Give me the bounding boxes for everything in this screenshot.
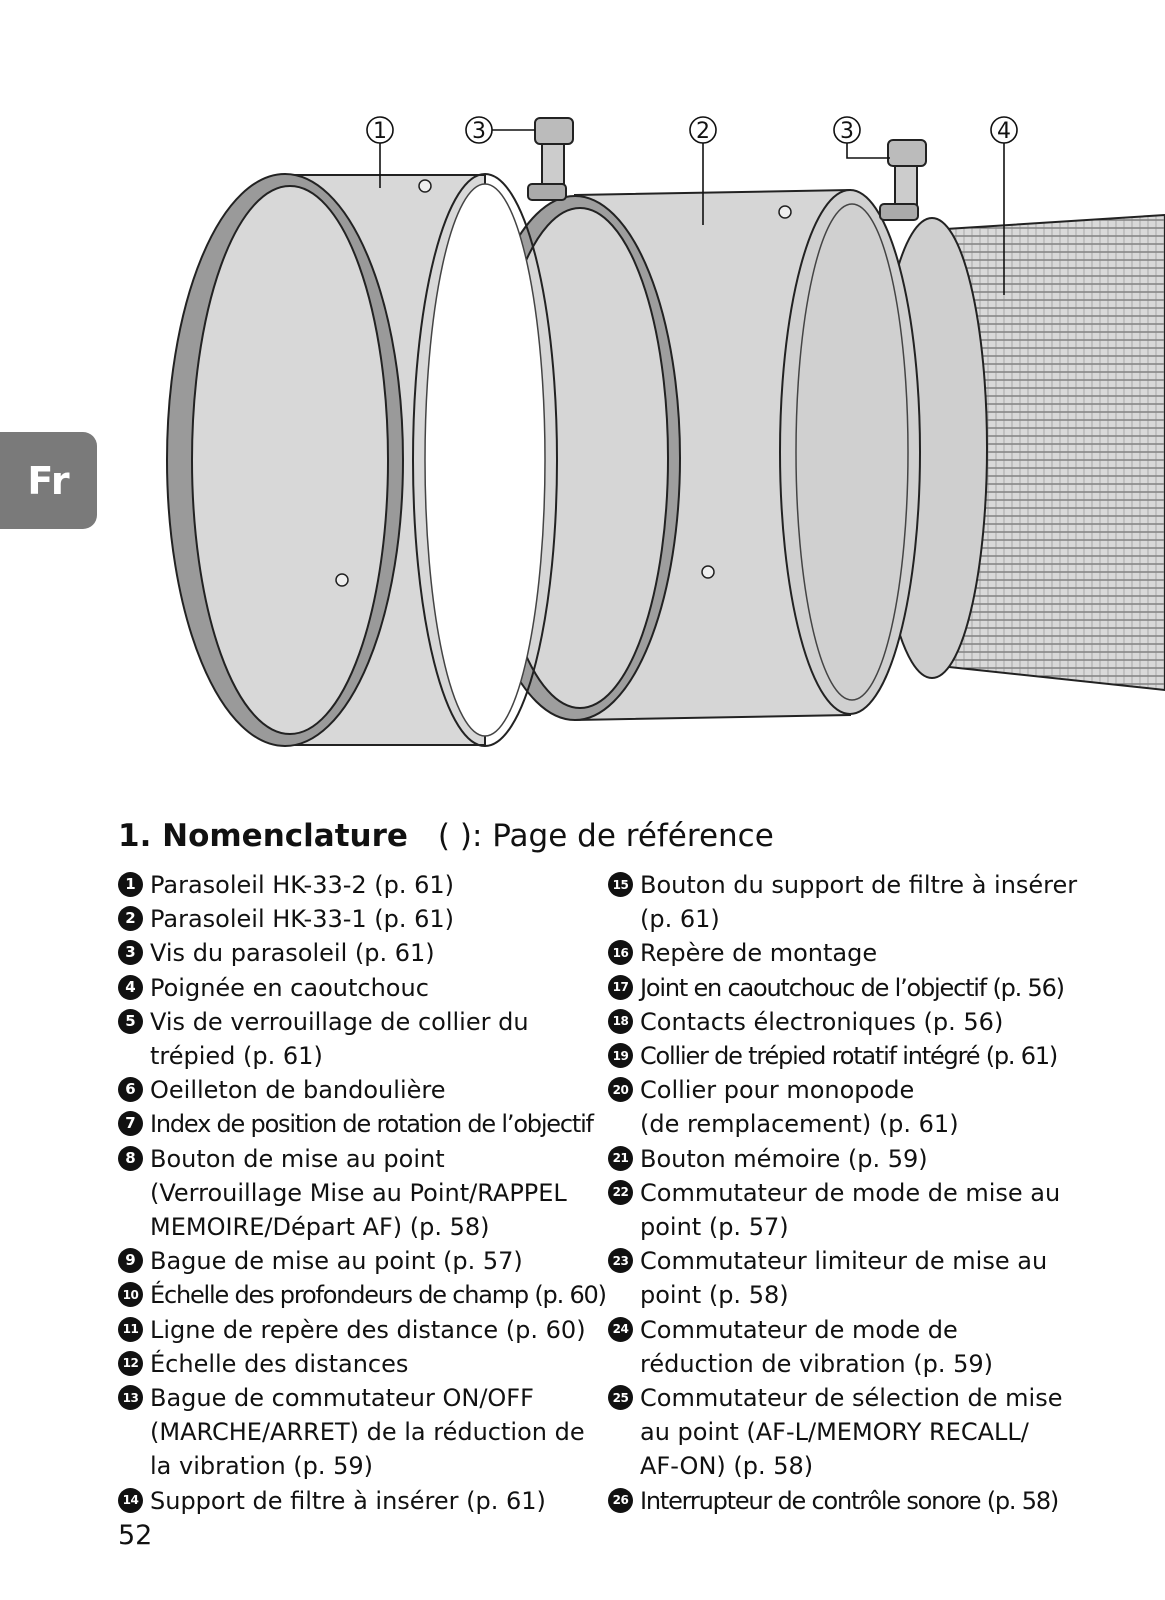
item-number-badge: 12 xyxy=(118,1351,143,1376)
list-item xyxy=(608,1005,1063,1039)
item-text: Parasoleil HK-33-1 (p. 61) xyxy=(150,905,455,934)
item-number-badge: 19 xyxy=(608,1043,633,1068)
item-number-badge: 21 xyxy=(608,1146,633,1171)
item-text: Support de filtre à insérer (p. 61) xyxy=(150,1486,546,1515)
item-text: Échelle des profondeurs de champ (p. 60) xyxy=(150,1281,606,1310)
item-number-badge: 2 xyxy=(118,906,143,931)
item-text: réduction de vibration (p. 59) xyxy=(640,1349,994,1378)
list-item xyxy=(118,1244,588,1278)
item-number-badge: 18 xyxy=(608,1009,633,1034)
item-text: point (p. 58) xyxy=(640,1281,789,1310)
item-number-badge: 26 xyxy=(608,1488,633,1513)
item-number-badge: 22 xyxy=(608,1180,633,1205)
item-number-badge: 20 xyxy=(608,1077,633,1102)
item-text: Bouton du support de filtre à insérer xyxy=(640,871,1078,899)
item-text: Bague de commutateur ON/OFF xyxy=(150,1384,534,1413)
item-text: Vis du parasoleil (p. 61) xyxy=(150,939,435,968)
item-number-badge: 16 xyxy=(608,940,633,965)
item-number-badge: 24 xyxy=(608,1317,633,1342)
item-text: (p. 61) xyxy=(640,905,720,934)
list-item xyxy=(118,1073,588,1107)
item-text: Collier de trépied rotatif intégré (p. 61) xyxy=(640,1042,1058,1071)
callout-2: 2 xyxy=(696,119,710,144)
list-item xyxy=(608,1142,1063,1176)
hood-screw-icon xyxy=(880,140,926,220)
item-text: trépied (p. 61) xyxy=(150,1042,323,1071)
hood-hk-33-2 xyxy=(167,174,557,746)
list-item xyxy=(118,1484,588,1518)
list-item xyxy=(118,971,588,1005)
item-text: Commutateur limiteur de mise au xyxy=(640,1247,1048,1276)
list-item xyxy=(118,868,588,902)
item-text: Ligne de repère des distance (p. 60) xyxy=(150,1315,586,1344)
item-number-badge: 15 xyxy=(608,872,633,897)
nomenclature-list-right xyxy=(608,868,1078,1518)
item-number-badge: 3 xyxy=(118,940,143,965)
item-text: Repère de montage xyxy=(640,939,878,968)
nomenclature-list-left xyxy=(118,868,606,1518)
item-number-badge: 10 xyxy=(118,1282,143,1307)
item-number-badge: 6 xyxy=(118,1077,143,1102)
item-text: Bague de mise au point (p. 57) xyxy=(150,1247,523,1276)
list-item xyxy=(608,936,1063,970)
item-text: au point (AF-L/MEMORY RECALL/ xyxy=(640,1418,1029,1447)
language-tab xyxy=(0,432,97,529)
item-number-badge: 25 xyxy=(608,1385,633,1410)
item-text: Vis de verrouillage de collier du xyxy=(150,1007,529,1036)
item-text: Parasoleil HK-33-2 (p. 61) xyxy=(150,871,455,899)
language-tab-label: Fr xyxy=(27,458,70,503)
item-text: Index de position de rotation de l’objectif xyxy=(150,1110,593,1139)
callout-3b: 3 xyxy=(840,119,854,144)
section-title: 1. Nomenclature xyxy=(118,818,408,854)
item-text: Commutateur de sélection de mise xyxy=(640,1384,1063,1413)
list-item xyxy=(608,868,1078,936)
list-item xyxy=(118,1278,606,1312)
item-number-badge: 23 xyxy=(608,1248,633,1273)
item-text: la vibration (p. 59) xyxy=(150,1452,374,1481)
item-text: Bouton mémoire (p. 59) xyxy=(640,1144,928,1173)
item-text: Collier pour monopode xyxy=(640,1076,915,1105)
callout-4: 4 xyxy=(997,119,1011,144)
item-number-badge: 1 xyxy=(118,872,143,897)
list-item xyxy=(118,1107,593,1141)
list-item xyxy=(118,936,588,970)
item-number-badge: 17 xyxy=(608,975,633,1000)
item-text: Contacts électroniques (p. 56) xyxy=(640,1007,1004,1036)
list-item xyxy=(608,1073,1063,1141)
item-text: Commutateur de mode de mise au xyxy=(640,1178,1061,1207)
item-text: Oeilleton de bandoulière xyxy=(150,1076,446,1105)
item-text: MEMOIRE/Départ AF) (p. 58) xyxy=(150,1213,490,1242)
list-item xyxy=(608,1244,1063,1312)
list-item xyxy=(608,1381,1063,1484)
item-text: AF-ON) (p. 58) xyxy=(640,1452,814,1481)
section-subtitle: ( ): Page de référence xyxy=(437,818,774,854)
section-heading xyxy=(118,818,774,854)
item-text: Interrupteur de contrôle sonore (p. 58) xyxy=(640,1486,1059,1515)
item-number-badge: 4 xyxy=(118,975,143,1000)
item-number-badge: 5 xyxy=(118,1009,143,1034)
item-number-badge: 13 xyxy=(118,1385,143,1410)
list-item xyxy=(608,971,1063,1005)
item-number-badge: 9 xyxy=(118,1248,143,1273)
lens-hood-illustration xyxy=(0,0,1165,790)
list-item xyxy=(118,1381,588,1484)
item-text: Échelle des distances xyxy=(150,1349,409,1378)
item-number-badge: 8 xyxy=(118,1146,143,1171)
list-item xyxy=(118,1142,588,1245)
list-item xyxy=(118,1005,588,1073)
item-text: Joint en caoutchouc de l’objectif (p. 56) xyxy=(640,973,1064,1002)
item-text: Poignée en caoutchouc xyxy=(150,973,429,1002)
callout-1: 1 xyxy=(373,119,387,144)
item-number-badge: 7 xyxy=(118,1111,143,1136)
item-text: (MARCHE/ARRET) de la réduction de xyxy=(150,1418,585,1447)
list-item xyxy=(118,902,588,936)
page-number: 52 xyxy=(118,1520,153,1551)
list-item xyxy=(608,1484,1063,1518)
item-text: Bouton de mise au point xyxy=(150,1144,445,1173)
item-text: (Verrouillage Mise au Point/RAPPEL xyxy=(150,1178,567,1207)
item-text: (de remplacement) (p. 61) xyxy=(640,1110,959,1139)
item-text: Commutateur de mode de xyxy=(640,1315,958,1344)
list-item xyxy=(608,1176,1063,1244)
list-item xyxy=(608,1039,1063,1073)
list-item xyxy=(608,1313,1063,1381)
list-item xyxy=(118,1347,588,1381)
item-number-badge: 11 xyxy=(118,1317,143,1342)
item-text: point (p. 57) xyxy=(640,1213,789,1242)
callout-3: 3 xyxy=(472,119,486,144)
list-item xyxy=(118,1313,588,1347)
item-number-badge: 14 xyxy=(118,1488,143,1513)
